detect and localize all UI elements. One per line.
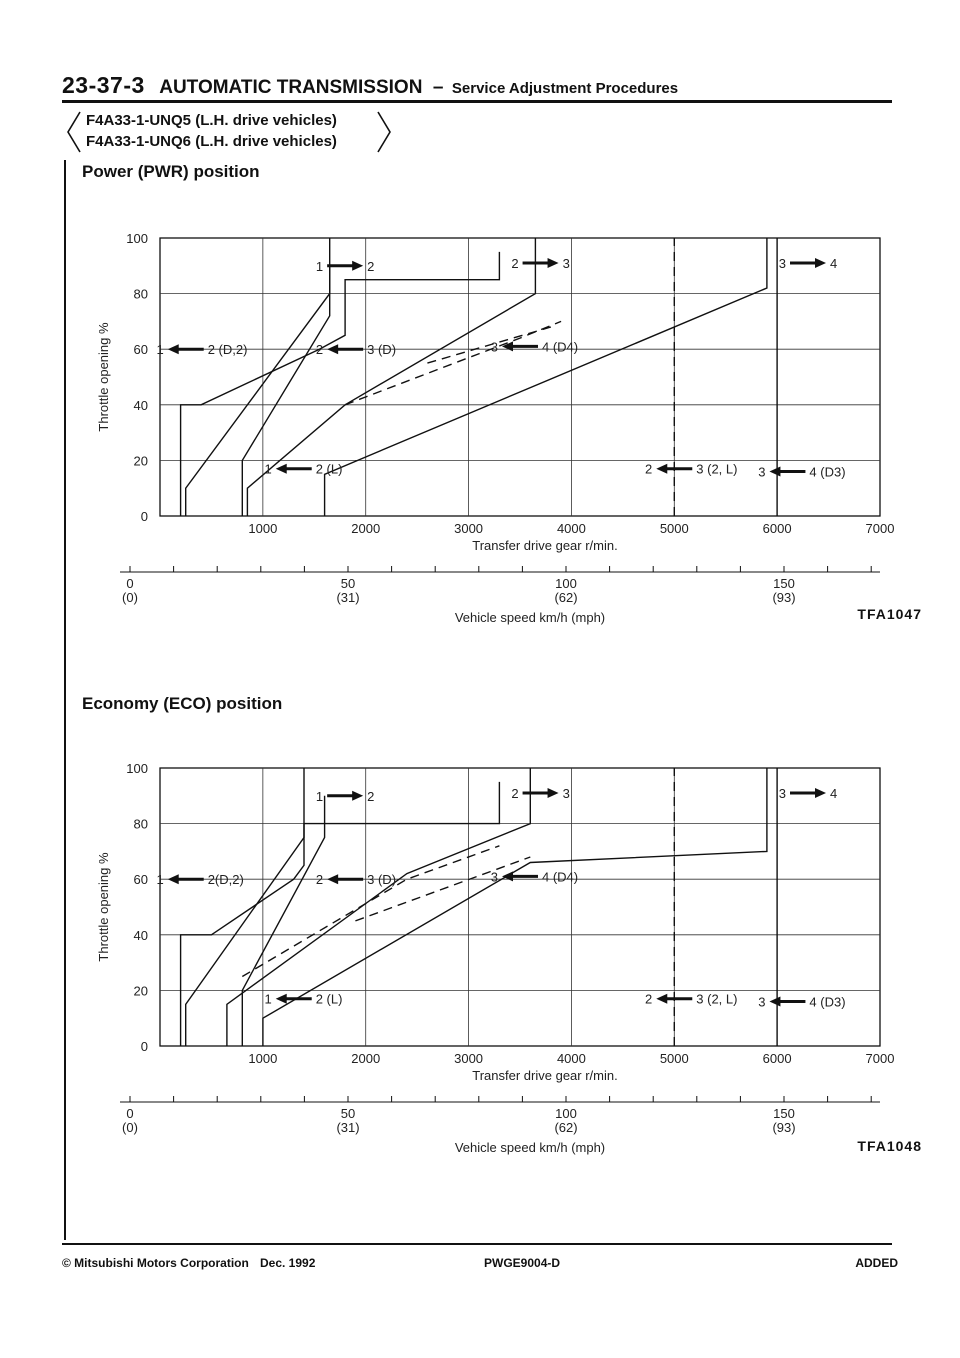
- x-tick-label: 3000: [454, 1051, 484, 1066]
- label-downshift-4-3-d4-to: 4 (D4): [542, 339, 579, 355]
- footer-code: PWGE9004-D: [484, 1256, 561, 1270]
- y-tick-label: 100: [126, 761, 148, 776]
- model-unq6: F4A33-1-UNQ6 (L.H. drive vehicles): [86, 133, 337, 150]
- figure-code-economy: TFA1048: [857, 1138, 922, 1154]
- x-tick-label: 3000: [454, 521, 484, 536]
- speed-tick-kmh: 0: [126, 1106, 134, 1121]
- label-downshift-2-1-l-from: 1: [264, 991, 272, 1007]
- label-upshift-3-4-to: 4: [830, 256, 838, 272]
- label-downshift-2-1-d2-from: 1: [156, 872, 164, 888]
- section-number: 23-37-3: [62, 72, 145, 98]
- x-tick-label: 7000: [865, 521, 895, 536]
- y-axis-label: Throttle opening %: [96, 322, 111, 432]
- speed-tick-mph: (93): [772, 1120, 796, 1135]
- label-upshift-3-4-from: 3: [778, 256, 786, 272]
- label-upshift-2-3-arrow-head: [548, 258, 559, 268]
- footer-date: Dec. 1992: [260, 1256, 316, 1270]
- label-upshift-2-3-from: 2: [511, 256, 519, 272]
- label-downshift-2-1-d2-from: 1: [156, 342, 164, 358]
- x-tick-label: 5000: [659, 1051, 689, 1066]
- label-downshift-2-1-l-arrow-head: [276, 464, 287, 474]
- label-downshift-4-3-d4-arrow-head: [502, 871, 513, 881]
- x-tick-label: 4000: [556, 1051, 586, 1066]
- section-subtitle: Service Adjustment Procedures: [451, 80, 679, 97]
- y-tick-label: 80: [133, 816, 148, 832]
- speed-tick-kmh: 100: [555, 1106, 577, 1121]
- x-tick-label: 5000: [659, 521, 689, 536]
- label-upshift-1-2-to: 2: [367, 258, 375, 274]
- y-tick-label: 60: [133, 872, 148, 888]
- shift-line: [186, 238, 330, 516]
- speed-tick-mph: (0): [122, 590, 138, 605]
- label-downshift-3-2-2l-arrow-head: [656, 464, 667, 474]
- speed-tick-kmh: 50: [340, 576, 356, 591]
- label-downshift-2-1-d2-to: 2(D,2): [207, 872, 244, 888]
- label-downshift-3-2-2l-to: 3 (2, L): [696, 991, 738, 1007]
- label-downshift-3-2-2l-to: 3 (2, L): [696, 461, 738, 477]
- shift-line: [242, 846, 499, 977]
- y-tick-label: 40: [133, 927, 148, 943]
- label-downshift-3-2-d-from: 2: [315, 342, 324, 358]
- footer-status: ADDED: [855, 1256, 898, 1270]
- label-upshift-2-3-to: 3: [562, 256, 570, 272]
- x-tick-label: 6000: [762, 1051, 792, 1066]
- y-tick-label: 0: [140, 509, 148, 524]
- footer-copyright: © Mitsubishi Motors Corporation: [62, 1256, 249, 1270]
- chart-svg-economy: [80, 750, 910, 1170]
- x-tick-label: 4000: [556, 521, 586, 536]
- label-downshift-4-3-d3-arrow-head: [769, 467, 780, 477]
- label-downshift-4-3-d3-from: 3: [758, 994, 766, 1010]
- label-upshift-1-2-from: 1: [315, 258, 324, 274]
- label-upshift-3-4-from: 3: [778, 786, 786, 802]
- label-downshift-4-3-d4-from: 3: [490, 869, 498, 885]
- label-downshift-4-3-d4-to: 4 (D4): [542, 869, 579, 885]
- model-unq5: F4A33-1-UNQ5 (L.H. drive vehicles): [86, 112, 337, 129]
- speed-tick-kmh: 150: [773, 1106, 795, 1121]
- y-axis-label: Throttle opening %: [96, 852, 111, 962]
- chart-economy: [80, 750, 910, 1170]
- y-tick-label: 100: [126, 231, 148, 246]
- chart-power: [80, 220, 910, 640]
- x-axis-label: Transfer drive gear r/min.: [472, 538, 618, 553]
- label-downshift-3-2-2l-arrow-head: [656, 994, 667, 1004]
- speed-tick-kmh: 0: [126, 576, 134, 591]
- x-tick-label: 2000: [351, 521, 381, 536]
- speed-tick-kmh: 100: [555, 576, 577, 591]
- y-tick-label: 0: [140, 1039, 148, 1054]
- speed-tick-mph: (62): [554, 590, 578, 605]
- label-downshift-2-1-l-to: 2 (L): [315, 461, 343, 477]
- section-title: AUTOMATIC TRANSMISSION: [159, 77, 423, 98]
- label-downshift-3-2-d-from: 2: [315, 872, 324, 888]
- label-downshift-2-1-d2-arrow-head: [168, 344, 179, 354]
- label-downshift-4-3-d3-to: 4 (D3): [809, 464, 846, 480]
- label-upshift-3-4-arrow-head: [815, 258, 826, 268]
- chart-title-power: Power (PWR) position: [82, 162, 260, 181]
- label-downshift-3-2-d-to: 3 (D): [367, 342, 397, 358]
- label-downshift-3-2-2l-from: 2: [645, 461, 653, 477]
- speed-tick-kmh: 50: [340, 1106, 356, 1121]
- label-upshift-2-3-arrow-head: [548, 788, 559, 798]
- margin-rule: [64, 160, 66, 1240]
- model-list: [64, 110, 394, 154]
- label-upshift-3-4-to: 4: [830, 786, 838, 802]
- label-downshift-3-2-d-arrow-head: [327, 344, 338, 354]
- chart-title-economy: Economy (ECO) position: [82, 694, 283, 713]
- shift-line: [227, 768, 530, 1046]
- label-downshift-2-1-l-to: 2 (L): [315, 991, 343, 1007]
- speed-tick-mph: (62): [554, 1120, 578, 1135]
- label-downshift-2-1-d2-arrow-head: [168, 874, 179, 884]
- label-downshift-4-3-d3-from: 3: [758, 464, 766, 480]
- x-tick-label: 6000: [762, 521, 792, 536]
- x-tick-label: 2000: [351, 1051, 381, 1066]
- x-tick-label: 1000: [248, 521, 278, 536]
- footer-rule: [62, 1243, 892, 1245]
- y-tick-label: 20: [133, 453, 148, 469]
- x-axis-label: Transfer drive gear r/min.: [472, 1068, 618, 1083]
- label-upshift-2-3-to: 3: [562, 786, 570, 802]
- y-tick-label: 80: [133, 286, 148, 302]
- label-upshift-1-2-to: 2: [367, 788, 375, 804]
- label-downshift-3-2-d-arrow-head: [327, 874, 338, 884]
- label-downshift-2-1-d2-to: 2 (D,2): [207, 342, 248, 358]
- chart-svg-power: [80, 220, 910, 640]
- y-tick-label: 60: [133, 342, 148, 358]
- speed-tick-kmh: 150: [773, 576, 795, 591]
- figure-code-power: TFA1047: [857, 606, 922, 622]
- x-tick-label: 1000: [248, 1051, 278, 1066]
- header-rule: [62, 100, 892, 103]
- speed-axis-label: Vehicle speed km/h (mph): [454, 610, 606, 625]
- x-tick-label: 7000: [865, 1051, 895, 1066]
- speed-tick-mph: (31): [336, 1120, 360, 1135]
- label-downshift-3-2-d-to: 3 (D): [367, 872, 397, 888]
- section-separator: –: [432, 77, 444, 98]
- label-downshift-3-2-2l-from: 2: [645, 991, 653, 1007]
- label-upshift-2-3-from: 2: [511, 786, 519, 802]
- shift-line: [242, 796, 324, 1046]
- label-downshift-4-3-d4-from: 3: [490, 339, 498, 355]
- label-downshift-4-3-d3-to: 4 (D3): [809, 994, 846, 1010]
- label-upshift-1-2-arrow-head: [352, 261, 363, 271]
- label-upshift-1-2-arrow-head: [352, 791, 363, 801]
- label-upshift-3-4-arrow-head: [815, 788, 826, 798]
- speed-axis-label: Vehicle speed km/h (mph): [454, 1140, 606, 1155]
- y-tick-label: 20: [133, 983, 148, 999]
- label-downshift-4-3-d3-arrow-head: [769, 997, 780, 1007]
- shift-line: [242, 266, 329, 516]
- y-tick-label: 40: [133, 397, 148, 413]
- speed-tick-mph: (0): [122, 1120, 138, 1135]
- speed-tick-mph: (31): [336, 590, 360, 605]
- label-downshift-2-1-l-from: 1: [264, 461, 272, 477]
- label-downshift-2-1-l-arrow-head: [276, 994, 287, 1004]
- label-upshift-1-2-from: 1: [315, 788, 324, 804]
- page-header: [62, 72, 678, 99]
- speed-tick-mph: (93): [772, 590, 796, 605]
